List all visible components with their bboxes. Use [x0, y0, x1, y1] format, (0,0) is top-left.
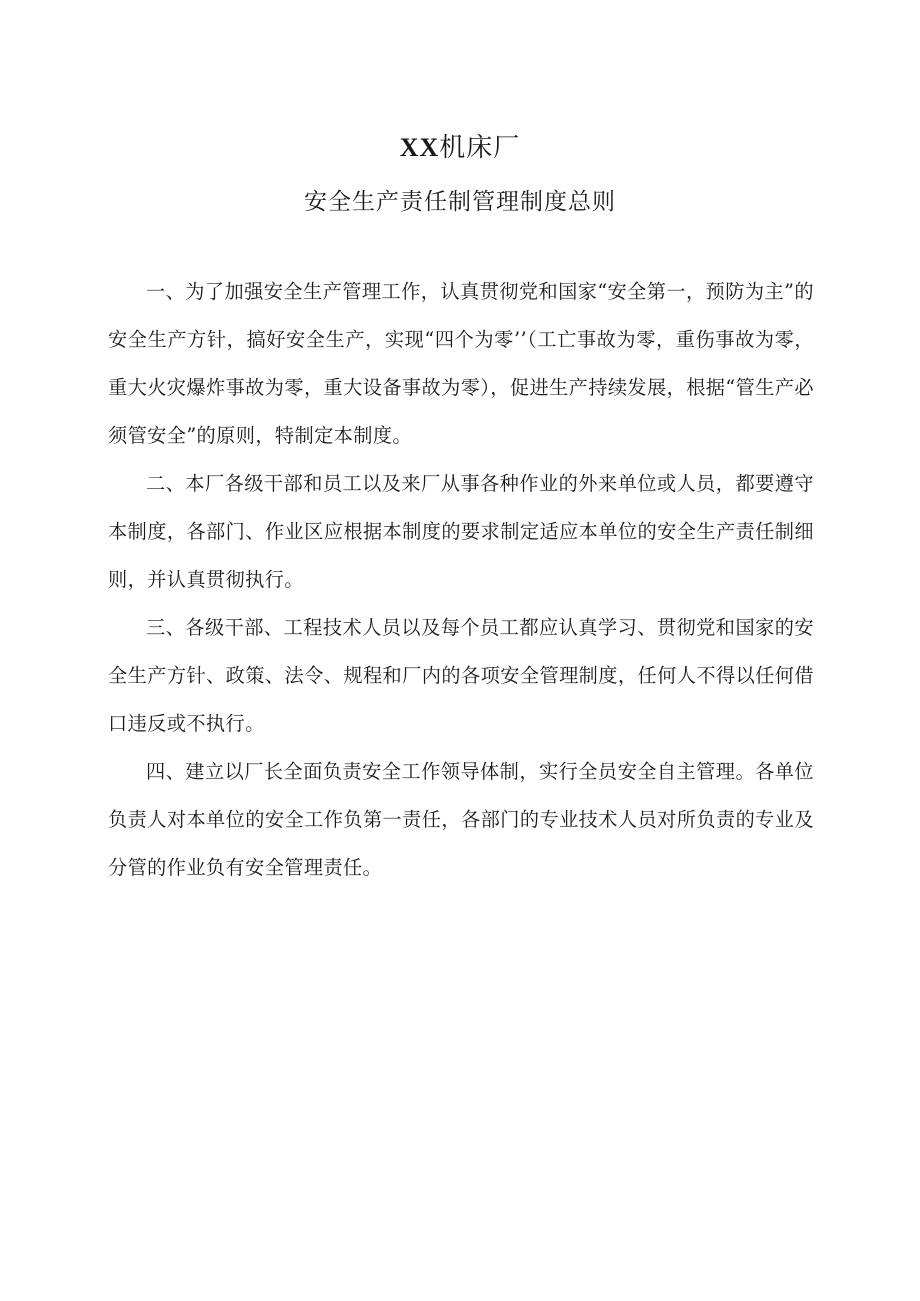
- title-block: [0, 128, 920, 222]
- title-xx: XX: [399, 133, 440, 162]
- paragraph-1: 一、为了加强安全生产管理工作，认真贯彻党和国家“安全第一，预防为主”的安全生产方针，搞好安全生产，实现“四个为零’’（工亡事故为零，重伤事故为零，重大火灾爆炸事故为零，重大设备事故为零），促进生产持续发展，根据“管生产必须管安全”的原则，特制定本制度。: [108, 280, 814, 447]
- paragraph-3: 三、各级干部、工程技术人员以及每个员工都应认真学习、贯彻党和国家的安全生产方针、政策、法令、规程和厂内的各项安全管理制度，任何人不得以任何借口违反或不执行。: [108, 616, 814, 735]
- paragraph-2: 二、本厂各级干部和员工以及来厂从事各种作业的外来单位或人员，都要遵守本制度，各部门、作业区应根据本制度的要求制定适应本单位的安全生产责任制细则，并认真贯彻执行。: [108, 472, 814, 591]
- page-subtitle: 安全生产责任制管理制度总则: [304, 189, 616, 215]
- paragraph-4: 四、建立以厂长全面负责安全工作领导体制，实行全员安全自主管理。各单位负责人对本单位的安全工作负第一责任，各部门的专业技术人员对所负责的专业及分管的作业负有安全管理责任。: [108, 760, 814, 879]
- document-body: [108, 268, 814, 892]
- title-rest: 机床厂: [439, 133, 521, 163]
- page-title: [0, 128, 920, 168]
